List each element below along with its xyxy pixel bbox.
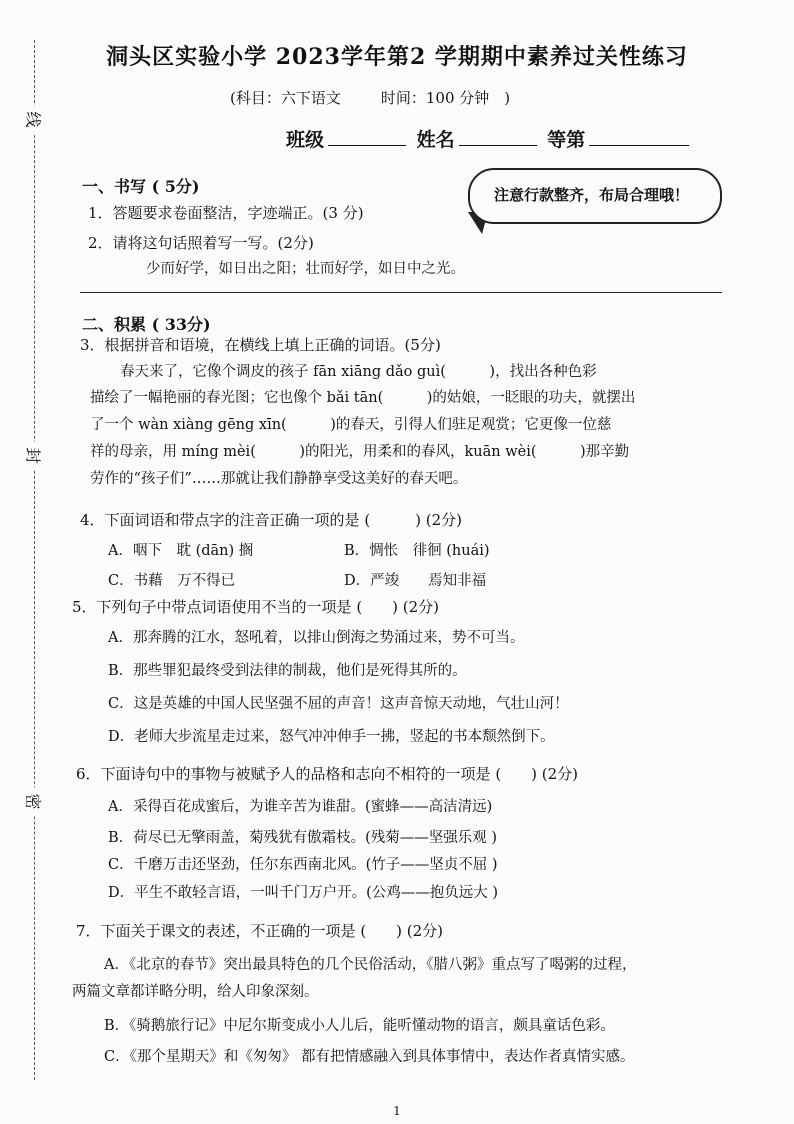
q3-line-3: 了一个 wàn xiàng gēng xīn( )的春天，引得人们驻足观赏；它更像一位慈 — [90, 417, 612, 433]
name-label: 姓名 — [416, 129, 455, 151]
student-info — [286, 125, 693, 152]
callout-text: 注意行款整齐，布局合理哦！ — [494, 186, 690, 204]
section2-title: 二、积累 ( 33分) — [82, 315, 211, 334]
q7-option-b[interactable]: B．《骑鹅旅行记》中尼尔斯变成小人儿后，能听懂动物的语言，颇具童话色彩。 — [104, 1018, 615, 1034]
binding-dashed-line — [34, 40, 35, 1080]
q3-line-1: 春天来了，它像个调皮的孩子 fān xiāng dǎo guì( )，找出各种色彩 — [120, 364, 597, 380]
binding-label-xian: 线 — [23, 106, 46, 134]
q7-option-c[interactable]: C．《那个星期天》和《匆匆》 都有把情感融入到具体事情中，表达作者真情实感。 — [104, 1049, 635, 1065]
page-number: 1 — [393, 1104, 401, 1118]
class-label: 班级 — [286, 129, 325, 151]
class-blank[interactable] — [328, 127, 406, 146]
question-2-text: 少而好学，如日出之阳；壮而好学，如日中之光。 — [146, 261, 465, 277]
q3-line-2: 描绘了一幅艳丽的春光图；它也像个 bǎi tān( )的姑娘，一眨眼的功夫，就摆出 — [90, 390, 636, 406]
q6-option-d[interactable]: D．平生不敢轻言语，一叫千门万户开。(公鸡——抱负远大 ) — [108, 885, 499, 901]
q6-option-a[interactable]: A．采得百花成蜜后，为谁辛苦为谁甜。(蜜蜂——高洁清远) — [108, 799, 493, 815]
q7-option-a-line2[interactable]: 两篇文章都详略分明，给人印象深刻。 — [72, 984, 319, 1000]
question-2: 2．请将这句话照着写一写。(2分) — [88, 234, 314, 252]
grade-blank[interactable] — [589, 127, 689, 146]
question-5: 5．下列句子中带点词语使用不当的一项是 ( ) (2分) — [72, 598, 440, 616]
binding-label-feng: 封 — [23, 442, 46, 470]
q6-option-b[interactable]: B．荷尽已无擎雨盖，菊残犹有傲霜枝。(残菊——坚强乐观 ) — [108, 830, 498, 846]
binding-label-mi: 密 — [23, 788, 46, 816]
q5-option-b[interactable]: B．那些罪犯最终受到法律的制裁，他们是死得其所的。 — [108, 663, 467, 679]
q3-line-5: 劳作的“孩子们”……那就让我们静静享受这美好的春天吧。 — [90, 471, 468, 487]
q5-option-d[interactable]: D．老师大步流星走过来，怒气冲冲伸手一拂，竖起的书本颓然倒下。 — [108, 729, 555, 745]
grade-label: 等第 — [547, 129, 586, 151]
name-blank[interactable] — [459, 127, 537, 146]
section-divider — [80, 292, 722, 293]
q5-option-c[interactable]: C．这是英雄的中国人民坚强不屈的声音！这声音惊天动地，气壮山河！ — [108, 696, 569, 712]
q4-option-d[interactable]: D．严竣 焉知非福 — [344, 573, 487, 589]
exam-meta — [230, 87, 510, 108]
q4-option-b[interactable]: B．惆怅 徘徊 (huái) — [344, 543, 490, 559]
q6-option-c[interactable]: C．千磨万击还坚劲，任尔东西南北风。(竹子——坚贞不屈 ) — [108, 857, 498, 873]
page-title: 洞头区实验小学 2023学年第2 学期期中素养过关性练习 — [106, 44, 688, 70]
question-3: 3．根据拼音和语境，在横线上填上正确的词语。(5分) — [80, 336, 441, 354]
section1-title: 一、书写 ( 5分) — [82, 177, 200, 196]
q4-option-a[interactable]: A．咽下 耽 (dān) 搁 — [108, 543, 254, 559]
question-1: 1．答题要求卷面整洁，字迹端正。(3 分) — [88, 204, 364, 222]
question-6: 6．下面诗句中的事物与被赋予人的品格和志向不相符的一项是 ( ) (2分) — [76, 765, 579, 783]
q4-option-c[interactable]: C．书藉 万不得已 — [108, 573, 236, 589]
question-7: 7．下面关于课文的表述，不正确的一项是 ( ) (2分) — [76, 922, 444, 940]
q3-line-4: 祥的母亲，用 míng mèi( )的阳光，用柔和的春风，kuān wèi( )那辛勤 — [90, 444, 630, 460]
time-label: 时间：100 分钟 ) — [380, 89, 511, 107]
q5-option-a[interactable]: A．那奔腾的江水，怒吼着，以排山倒海之势涌过来，势不可当。 — [108, 630, 525, 646]
subject-label: (科目：六下语文 — [230, 89, 341, 107]
question-4: 4．下面词语和带点字的注音正确一项的是 ( ) (2分) — [80, 511, 463, 529]
q7-option-a-line1[interactable]: A．《北京的春节》突出最具特色的几个民俗活动，《腊八粥》重点写了喝粥的过程， — [104, 957, 637, 973]
